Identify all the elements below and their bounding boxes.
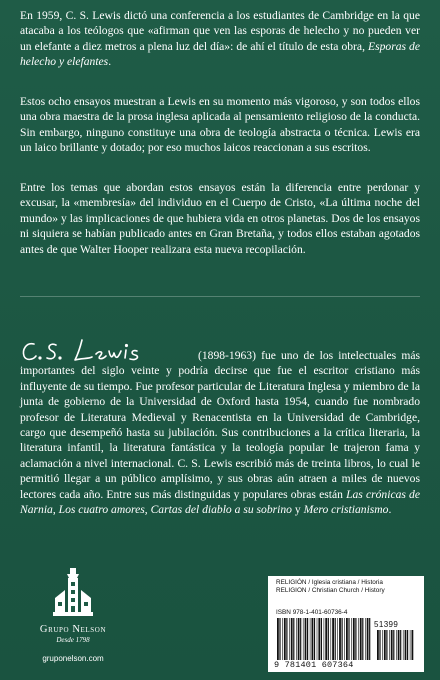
barcode-icon — [276, 618, 372, 660]
lighthouse-house-icon — [51, 566, 95, 622]
bio-end: . — [388, 503, 392, 517]
publisher-since: Desde 1798 — [56, 636, 90, 644]
book-title-mero-cristianismo: Mero cristianismo — [303, 503, 389, 517]
bio-sep: y — [291, 503, 304, 517]
themes-paragraph: Entre los temas que abordan estos ensayos están la diferencia entre perdonar y excusar, la «membresía» del individuo en el Cuerpo de Cristo, «La última noche del mundo» y las implicaciones de que hubiera vida en otros planetas. Dos de los ensayos ni siquiera se habían publicado antes en Gran Bretaña, y todos ellos estaban agotados antes de que Walter Hooper realizara esta nueva recopilación. — [20, 181, 420, 256]
intro-text-end: . — [108, 55, 112, 69]
publisher-name: Grupo Nelson — [39, 624, 107, 635]
intro-paragraph — [20, 8, 420, 70]
price-code: 51399 — [374, 620, 399, 629]
book-title-cartas: Cartas del diablo a su sobrino — [150, 503, 292, 517]
essays-paragraph: Estos ocho ensayos muestran a Lewis en su momento más vigoroso, y son todos ellos una obra maestra de la prosa inglesa aplicada al pensamiento religioso de la conducta. Sin embargo, ninguno constituye una obra de teología abstracta o técnica. Lewis era un laico brillante y dotado; por eso muchos laicos reaccionan a sus escritos. — [20, 95, 420, 155]
bio-text: (1898-1963) fue uno de los intelectuales más importantes del siglo veinte y podría decirse que fue el escritor cristiano más influyente de su tiempo. Fue profesor particular de Literatura Inglesa y miembro de la junta de gobierno de la Universidad de Oxford hasta 1954, cuando fue nombrado profesor de Literatura Medieval y Renacentista en la Universidad de Cambridge, cargo que desempeñó hasta su jubilación. Sus contribuciones a la crítica literaria, la literatura infantil, la literatura fantástica y la teología popular le trajeron fama y aclamación a nivel internacional. C. S. Lewis escribió más de treinta libros, lo cual le permitió llegar a un público amplísimo, y sus obras aún atraen a miles de nuevos lectores cada año. Entre sus más distinguidas y populares obras están — [20, 349, 420, 501]
bio-sep: , — [52, 503, 59, 517]
book-title-italic: Esporas de helecho y elefantes — [20, 39, 420, 69]
category-spanish: RELIGIÓN / Iglesia cristiana / Historia — [276, 579, 383, 586]
isbn-number: ISBN 978-1-401-60736-4 — [276, 609, 348, 616]
isbn-label — [268, 576, 424, 672]
author-bio-paragraph — [20, 348, 420, 517]
intro-text: En 1959, C. S. Lewis dictó una conferencia a los estudiantes de Cambridge en la que atacaba a los teólogos que «afirman que ven las esporas de helecho y no pueden ver un elefante a diez metros a plena luz del día»: de ahí el título de esta obra, — [20, 9, 420, 53]
publisher-block — [18, 566, 128, 644]
category-english: RELIGION / Christian Church / History — [276, 587, 385, 594]
book-title-cuatro-amores: Los cuatro amores — [58, 503, 145, 517]
section-divider — [20, 296, 420, 297]
ean-digits: 9 781401 607364 — [274, 660, 354, 670]
publisher-url: gruponelson.com — [42, 654, 104, 663]
book-title-narnia: Las crónicas de Narnia — [20, 487, 420, 517]
bio-sep: , — [144, 503, 151, 517]
barcode-addon-icon — [376, 630, 414, 660]
